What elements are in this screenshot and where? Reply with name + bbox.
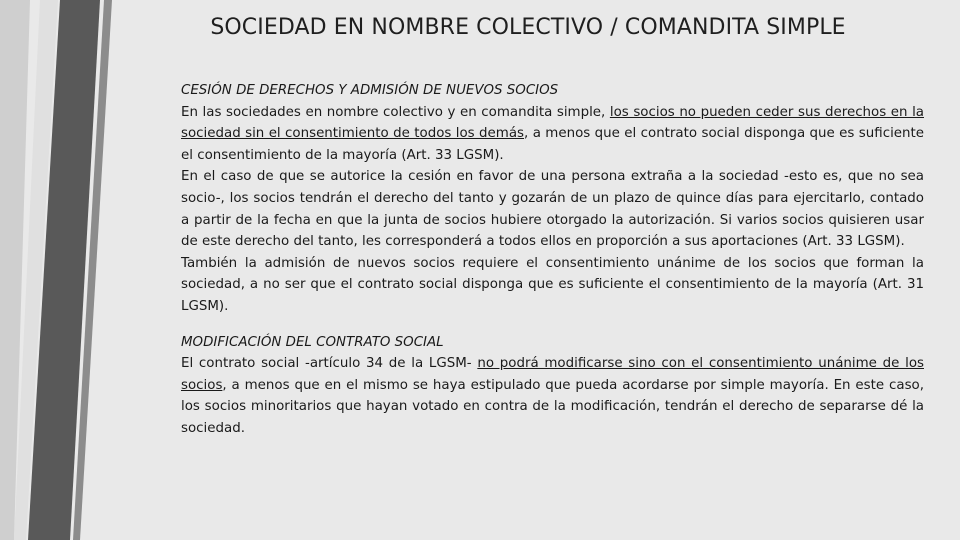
paragraph-admision-socios: También la admisión de nuevos socios requiere el consentimiento unánime de los socios que forman la sociedad, a no ser que el contrato social disponga que es suficiente el consentimiento de la mayoría (Art. 31 LGSM). (181, 255, 924, 314)
paragraph-cesion-derechos (181, 102, 924, 167)
text-segment: En las sociedades en nombre colectivo y en comandita simple, (181, 104, 610, 120)
text-segment: , a menos que en el mismo se haya estipulado que pueda acordarse por simple mayoría. En este caso, los socios minoritarios que hayan votado en contra de la modificación, tendrán el derecho de separarse dé la sociedad. (181, 377, 924, 436)
underlined-text: no podrá modificarse sino con el consentimiento unánime de los socios (181, 356, 924, 393)
underlined-text: los socios no pueden ceder sus derechos en la sociedad sin el consentimiento de todos los demás (181, 104, 924, 142)
text-segment: , a menos que el contrato social disponga que es suficiente el consentimiento de la mayoría (Art. 33 LGSM). (181, 126, 925, 163)
mid-band (73, 0, 112, 540)
page-title: SOCIEDAD EN NOMBRE COLECTIVO / COMANDITA SIMPLE (210, 15, 846, 40)
text-segment: El contrato social -artículo 34 de la LGSM- (181, 356, 478, 372)
light-band (0, 0, 30, 540)
paragraph-modificacion-contrato (181, 353, 924, 439)
document-body (181, 80, 924, 440)
paragraph-derecho-del-tanto: En el caso de que se autorice la cesión en favor de una persona extraña a la sociedad -esto es, que no sea socio-, los socios tendrán el derecho del tanto y gozarán de un plazo de quince días para ejercitarlo, contado a partir de la fecha en que la junta de socios hubiere otorgado la autorización. Si varios socios quisieren usar de este derecho del tanto, les corresponderá a todos ellos en proporción a sus aportaciones (Art. 33 LGSM). (181, 169, 924, 250)
dark-band (28, 0, 100, 540)
section-heading-modificacion: MODIFICACIÓN DEL CONTRATO SOCIAL (181, 334, 444, 350)
section-gap (181, 318, 924, 332)
faint-band (14, 0, 58, 540)
section-heading-cesion: CESIÓN DE DERECHOS Y ADMISIÓN DE NUEVOS SOCIOS (181, 83, 559, 98)
